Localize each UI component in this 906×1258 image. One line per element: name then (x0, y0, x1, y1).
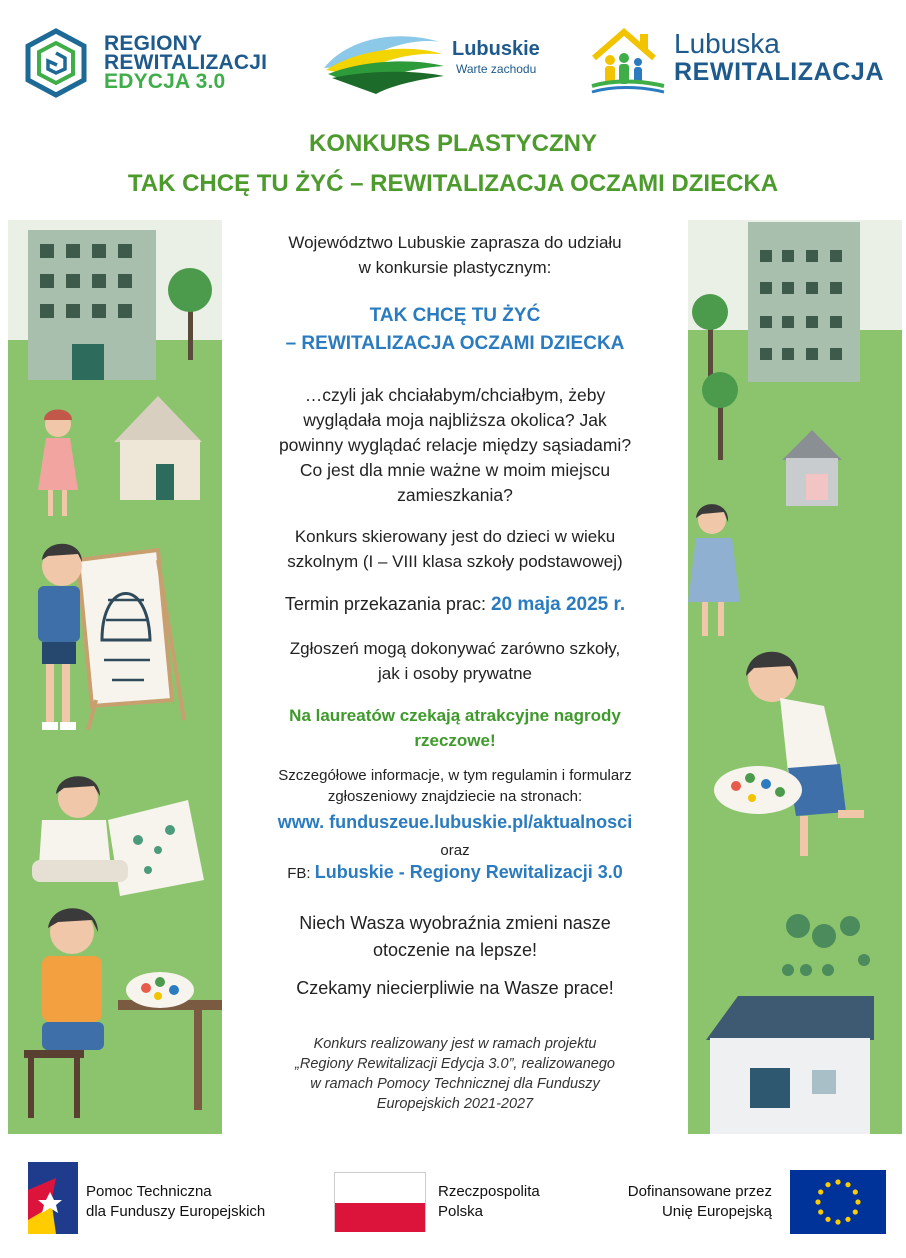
question-line: …czyli jak chciałabym/chciałbym, żeby (304, 385, 606, 405)
european-funds-stars-icon (28, 1162, 78, 1234)
rp-line-2: Polska (438, 1203, 484, 1220)
eu-cofinancing-logo (596, 1170, 886, 1236)
imagination-line-1: Niech Wasza wyobraźnia zmieni nasze (299, 913, 611, 933)
submission-deadline (232, 592, 678, 617)
question-line: powinny wyglądać relacje między sąsiadami? (278, 435, 632, 455)
intro-line-1: Województwo Lubuskie zaprasza do udziału (288, 233, 622, 252)
project-line: Europejskich 2021-2027 (376, 1096, 534, 1112)
target-line-1: Konkurs skierowany jest do dzieci w wieku (294, 527, 616, 546)
contest-questions (232, 383, 678, 508)
lubuska-line1: Lubuska (674, 28, 780, 59)
european-funds-logo (28, 1162, 318, 1242)
deadline-date: 20 maja 2025 r. (490, 594, 626, 615)
project-line: w ramach Pomocy Technicznej dla Funduszy (310, 1076, 600, 1092)
fe-line-2: dla Funduszy Europejskich (86, 1203, 266, 1220)
logo-line-edycja: EDYCJA 3.0 (104, 70, 226, 93)
details-line-1: Szczegółowe informacje, w tym regulamin i formularz (278, 767, 632, 784)
project-line: Konkurs realizowany jest w ramach projektu (313, 1036, 597, 1052)
hexagon-spiral-icon (24, 28, 88, 98)
imagination-line-2: otoczenie na lepsze! (372, 940, 538, 960)
apartment-block-icon (748, 222, 860, 382)
house-family-icon (588, 24, 668, 96)
prize-line-1: Na laureatów czekają atrakcyjne nagrody (289, 706, 621, 725)
website-link[interactable]: www. funduszeue.lubuskie.pl/aktualnosci (277, 812, 633, 832)
prize-line-2: rzeczowe! (414, 731, 496, 750)
details-line-2: zgłoszeniowy znajdziecie na stronach: (327, 788, 583, 805)
details-info (232, 765, 678, 807)
left-illustration (8, 220, 222, 1134)
eligible-applicants (232, 636, 678, 686)
who-line-2: jak i osoby prywatne (377, 664, 533, 683)
question-line: Co jest dla mnie ważne w moim miejscu (299, 460, 611, 480)
hills-wave-icon (320, 28, 448, 98)
right-illustration (688, 220, 902, 1134)
house-icon (706, 996, 874, 1134)
lubuska-rewitalizacja-logo (588, 24, 888, 96)
apartment-block-icon (28, 230, 156, 380)
intro-line-2: w konkursie plastycznym: (358, 258, 552, 277)
imagination-message (232, 910, 678, 964)
who-line-1: Zgłoszeń mogą dokonywać zarówno szkoły, (289, 639, 621, 658)
eu-line-2: Unię Europejską (661, 1203, 772, 1220)
poland-flag-icon (334, 1172, 426, 1232)
logo-line-regiony: REGIONY (104, 32, 203, 55)
waiting-message: Czekamy niecierpliwie na Wasze prace! (296, 978, 614, 998)
question-line: zamieszkania? (397, 485, 513, 505)
facebook-link[interactable]: Lubuskie - Regiony Rewitalizacji 3.0 (314, 862, 623, 882)
logo-line-rewitalizacji: REWITALIZACJI (104, 51, 268, 74)
eu-flag-icon (790, 1170, 886, 1234)
contest-name-title: TAK CHCĘ TU ŻYĆ – REWITALIZACJA OCZAMI DZIECKA (127, 170, 779, 197)
fb-label: FB: (287, 865, 311, 882)
eu-line-1: Dofinansowane przez (627, 1183, 772, 1200)
prizes-note (232, 703, 678, 753)
lubuskie-tagline: Warte zachodu (456, 62, 537, 76)
contest-type-title: KONKURS PLASTYCZNY (308, 130, 597, 157)
question-line: wyglądała moja najbliższa okolica? Jak (303, 410, 607, 430)
lubuskie-logo (320, 28, 560, 98)
headline-line-1: TAK CHCĘ TU ŻYĆ (369, 305, 541, 326)
project-line: „Regiony Rewitalizacji Edycja 3.0”, realizowanego (295, 1056, 615, 1072)
oraz-connector: oraz (440, 842, 470, 859)
deadline-label: Termin przekazania prac: (284, 594, 486, 614)
target-audience (232, 524, 678, 574)
rp-line-1: Rzeczpospolita (438, 1183, 540, 1200)
contest-headline (232, 302, 678, 358)
intro-text (232, 230, 678, 280)
target-line-2: szkolnym (I – VIII klasa szkoły podstawowej) (287, 552, 623, 571)
rzeczpospolita-polska-logo (334, 1172, 574, 1236)
lubuskie-name: Lubuskie (452, 38, 540, 60)
regiony-rewitalizacji-logo (24, 28, 294, 100)
fe-line-1: Pomoc Techniczna (86, 1183, 212, 1200)
headline-line-2: – REWITALIZACJA OCZAMI DZIECKA (285, 333, 625, 354)
facebook-info (232, 860, 678, 886)
project-note (232, 1034, 678, 1114)
lubuska-line2: REWITALIZACJA (674, 58, 885, 86)
